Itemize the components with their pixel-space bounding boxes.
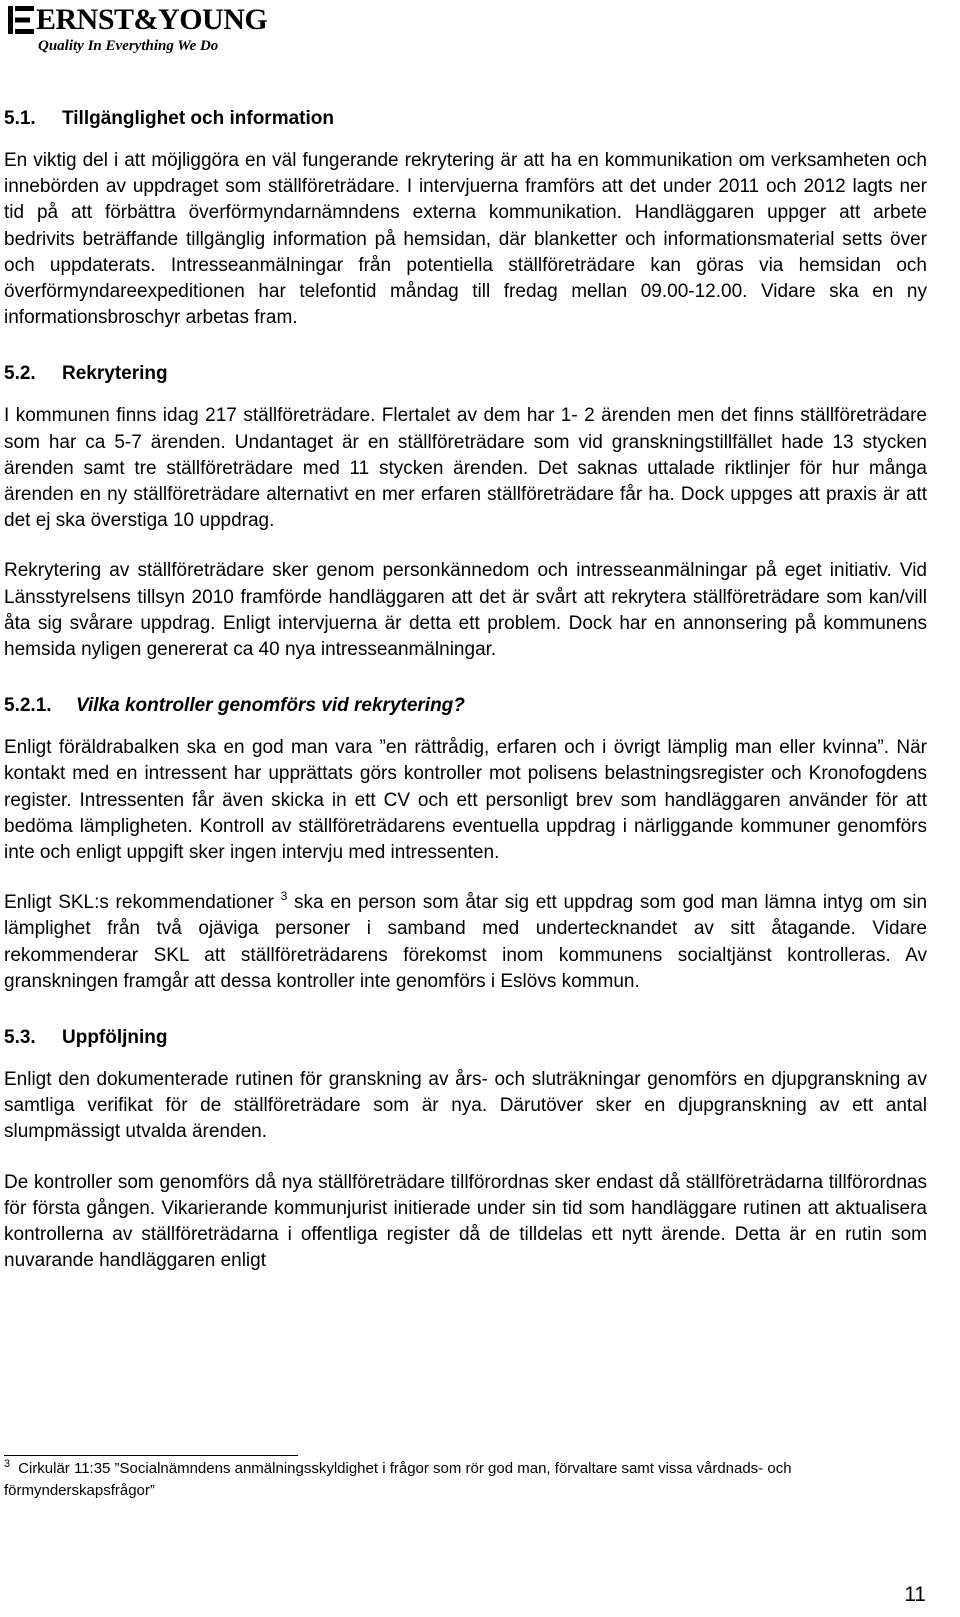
paragraph: En viktig del i att möjliggöra en väl fungerande rekrytering är att ha en kommunikation om verksamheten och innebörden av uppdraget som ställföreträdare. I intervjuerna framförs att det under 2011 och 2012 lagts ner tid på att förbättra överförmyndarnämndens externa kommunikation. Handläggaren uppger att arbete bedrivits beträffande tillgänglig information på hemsidan, där blanketter och informationsmaterial setts över och uppdaterats. Intresseanmälningar från potentiella ställföreträdare kan göras via hemsidan och överförmyndareexpeditionen har telefontid måndag till fredag mellan 09.00-12.00. Vidare ska en ny informationsbroschyr arbetas fram.	[4, 150, 927, 329]
paragraph: Enligt föräldrabalken ska en god man vara ”en rättrådig, erfaren och i övrigt lämplig man eller kvinna”. När kontakt med en intressent har upprättats görs kontroller mot polisens belastningsregister och Kronofogdens register. Intressenten får även skicka in ett CV och ett personligt brev som handläggaren använder för att bedöma lämpligheten. Kontroll av ställföreträdarens eventuella uppdrag i närliggande kommuner genomförs inte och enligt uppgift sker ingen intervju med intressenten.	[4, 737, 927, 864]
section-heading-5-2	[4, 361, 927, 387]
document-body	[4, 106, 927, 1299]
section-number: 5.1.	[4, 108, 36, 129]
paragraph-text: ska en person som åtar sig ett uppdrag som god man lämna intyg om sin lämplighet från två ojäviga personer i samband med undertecknandet av sitt åtagande. Vidare rekommenderar SKL att ställföreträdarens förekomst inom kommunens socialtjänst kontrolleras. Av granskningen framgår att dessa kontroller inte genomförs i Eslövs kommun.	[4, 892, 928, 992]
paragraph-text: Enligt SKL:s rekommendationer	[4, 892, 281, 914]
footnote	[4, 1458, 904, 1502]
footnote-number: 3	[4, 1458, 11, 1470]
section-title: Vilka kontroller genomförs vid rekrytering?	[76, 695, 465, 717]
logo-tagline: Quality In Everything We Do	[38, 38, 219, 54]
paragraph: Enligt den dokumenterade rutinen för granskning av års- och sluträkningar genomförs en djupgranskning av samtliga verifikat för de ställföreträdare som är nya. Därutöver sker en djupgranskning av ett antal slumpmässigt utvalda ärenden.	[4, 1069, 927, 1143]
section-number: 5.3.	[4, 1027, 36, 1049]
paragraph	[4, 890, 927, 995]
section-title: Uppföljning	[62, 1027, 168, 1049]
paragraph: De kontroller som genomförs då nya ställföreträdare tillförordnas sker endast då ställföreträdarna tillförordnas för första gången. Vikarierande kommunjurist initierade under sin tid som handläggare rutinen att aktualisera kontrollerna av ställföreträdarna i offentliga register då de tilldelas ett nytt ärende. Detta är en rutin som nuvarande handläggaren enligt	[4, 1171, 927, 1272]
footnote-text: Cirkulär 11:35 ”Socialnämndens anmälningsskyldighet i frågor som rör god man, förvaltare samt vissa vårdnads- och förmynderskapsfrågor”	[4, 1460, 792, 1499]
subsection-heading-5-2-1	[4, 693, 927, 719]
paragraph: Rekrytering av ställföreträdare sker genom personkännedom och intresseanmälningar på eget initiativ. Vid Länsstyrelsens tillsyn 2010 framförde handläggaren att det är svårt att rekrytera ställföreträdare som kan/vill åta sig svårare uppdrag. Enligt intervjuerna är detta ett problem. Dock har en annonsering på kommunens hemsida nyligen genererat ca 40 nya intresseanmälningar.	[4, 560, 927, 661]
section-number: 5.2.	[4, 363, 36, 385]
section-heading-5-1	[4, 106, 927, 132]
ey-logo-mark-icon	[8, 6, 34, 34]
logo-company-name: ERNST&YOUNG	[36, 3, 268, 36]
section-number: 5.2.1.	[4, 695, 52, 717]
footnote-reference[interactable]: 3	[280, 889, 288, 904]
footnote-separator	[4, 1455, 298, 1456]
paragraph: I kommunen finns idag 217 ställföreträdare. Flertalet av dem har 1- 2 ärenden men det finns ställföreträdare som har ca 5-7 ärenden. Undantaget är en ställföreträdare som vid granskningstillfället hade 13 stycken ärenden samt tre ställföreträdare med 11 stycken ärenden. Det saknas uttalade riktlinjer för hur många ärenden en ny ställföreträdare alternativt en mer erfaren ställföreträdare får ha. Dock uppges att praxis är att det ej ska överstiga 10 uppdrag.	[4, 405, 927, 532]
section-title: Rekrytering	[62, 363, 168, 385]
page-number: 11	[904, 1583, 926, 1606]
section-heading-5-3	[4, 1025, 927, 1051]
section-title: Tillgänglighet och information	[62, 108, 334, 129]
ernst-young-logo	[6, 2, 276, 60]
